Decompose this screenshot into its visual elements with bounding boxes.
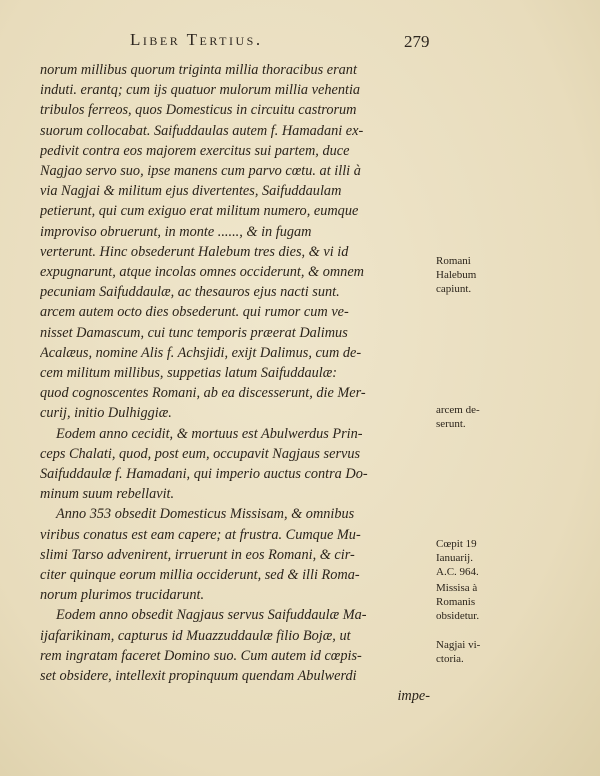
text-line: expugnarunt, atque incolas omnes occiderunt, & omnem [40, 264, 365, 281]
text-line: improviso obruerunt, in monte ......, & in fugam [40, 223, 312, 240]
text-line: norum plurimos trucidarunt. [40, 587, 205, 604]
text-line: Nagjao servo suo, ipse manens cum parvo cœtu. at illi à [40, 163, 361, 180]
running-title: Liber Tertius. [130, 30, 263, 49]
margin-note-line: Ianuarij. [436, 552, 473, 564]
text-line: pedivit contra eos majorem exercitus sui partem, duce [40, 142, 350, 159]
text-line: verterunt. Hinc obsederunt Halebum tres dies, & vi id [40, 243, 349, 260]
text-line: Saifuddaulæ f. Hamadani, qui imperio auctus contra Do- [40, 466, 368, 483]
margin-note [436, 638, 508, 666]
text-line: curij, initio Dulhiggiæ. [40, 405, 172, 422]
margin-note-line: serunt. [436, 418, 466, 430]
margin-note-line: Romani [436, 255, 471, 267]
text-line: quod cognoscentes Romani, ab ea discesserunt, die Mer- [40, 385, 366, 402]
text-line: Anno 353 obsedit Domesticus Missisam, & omnibus [56, 506, 355, 523]
text-line: suorum collocabat. Saifuddaulas autem f. Hamadani ex- [40, 122, 364, 139]
text-line: set obsidere, intellexit propinquum quendam Abulwerdi [40, 668, 357, 685]
text-line: slimi Tarso advenirent, irruerunt in eos Romani, & cir- [40, 546, 355, 563]
margin-note-line: arcem de- [436, 404, 480, 416]
main-text [40, 60, 430, 707]
text-line: arcem autem octo dies obsederunt. qui rumor cum ve- [40, 304, 349, 321]
text-line: ijafarikinam, capturus id Muazzuddaulæ filio Bojæ, ut [40, 627, 351, 644]
text-line: ceps Chalati, quod, post eum, occupavit Nagjaus servus [40, 445, 361, 462]
page-number: 279 [404, 32, 430, 51]
margin-note [436, 254, 508, 296]
text-line: Eodem anno obsedit Nagjaus servus Saifuddaulæ Ma- [56, 607, 367, 624]
margin-note-line: A.C. 964. [436, 566, 479, 578]
margin-note-line: Romanis [436, 596, 476, 608]
margin-note [436, 537, 508, 579]
text-line: viribus conatus est eam capere; at frustra. Cumque Mu- [40, 526, 361, 543]
text-line: pecuniam Saifuddaulæ, ac thesauros ejus nacti sunt. [40, 284, 340, 301]
margin-note-line: Nagjai vi- [436, 639, 481, 651]
text-line: norum millibus quorum triginta millia thoracibus erant [40, 62, 357, 78]
text-line: petierunt, qui cum exiguo erat militum numero, eumque [40, 203, 359, 220]
margin-note-line: capiunt. [436, 283, 472, 295]
text-line: Acalæus, nomine Alis f. Achsjidi, exijt Dalimus, cum de- [40, 344, 362, 361]
text-line: impe- [397, 688, 430, 705]
text-line: Eodem anno cecidit, & mortuus est Abulwerdus Prin- [56, 425, 363, 442]
text-line: nisset Damascum, cui tunc temporis præerat Dalimus [40, 324, 348, 341]
text-line: tribulos ferreos, quos Domesticus in circuitu castrorum [40, 102, 357, 119]
margin-note-line: Cœpit 19 [436, 538, 477, 550]
margin-note-line: Missisa à [436, 582, 478, 594]
margin-note-line: obsidetur. [436, 610, 480, 622]
margin-note [436, 581, 508, 623]
text-line: citer quinque eorum millia occiderunt, sed & illi Roma- [40, 567, 360, 584]
margin-note-line: Halebum [436, 269, 477, 281]
text-line: rem ingratam faceret Domino suo. Cum autem id cœpis- [40, 647, 362, 664]
text-line: minum suum rebellavit. [40, 486, 175, 503]
margin-note-line: ctoria. [436, 653, 464, 665]
text-line: via Nagjai & militum ejus divertentes, Saifuddaulam [40, 183, 342, 200]
text-line: cem militum millibus, suppetias latum Saifuddaulæ: [40, 365, 338, 382]
margin-note [436, 403, 508, 431]
text-line: induti. erantq; cum ijs quatuor mulorum millia vehentia [40, 82, 361, 99]
